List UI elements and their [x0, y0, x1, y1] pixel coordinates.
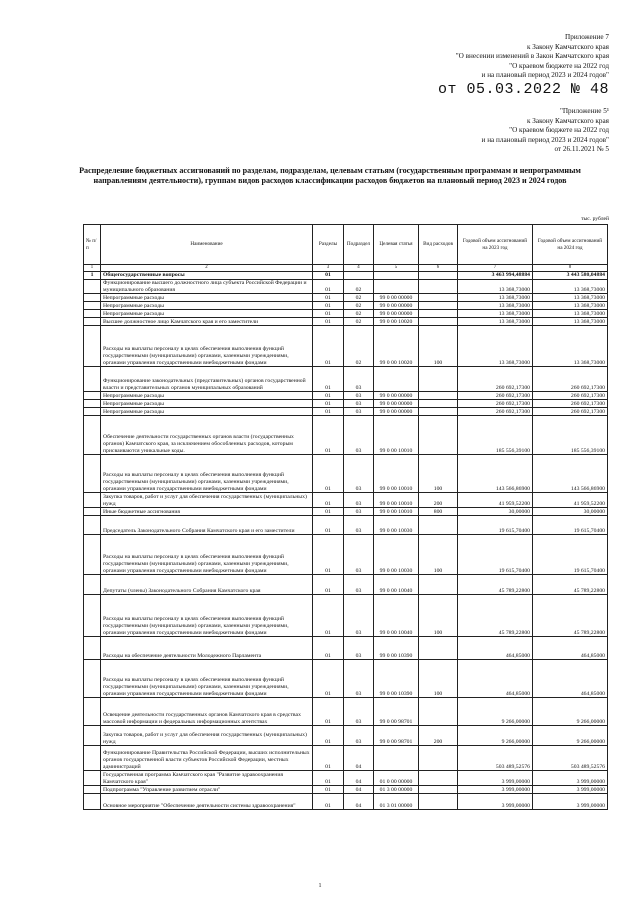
row-podrazdel: 02 [344, 310, 374, 318]
row-number [84, 367, 101, 392]
table-row [84, 302, 608, 310]
row-number [84, 400, 101, 408]
row-number [84, 302, 101, 310]
row-target-article: 01 3 01 00000 [374, 794, 419, 810]
row-amount-2024: 13 368,73000 [533, 280, 608, 294]
row-podrazdel: 03 [344, 637, 374, 660]
row-amount-2023: 185 556,39100 [458, 416, 533, 455]
row-amount-2023: 45 789,22800 [458, 575, 533, 595]
col-number: 2 [101, 265, 313, 272]
row-razdel: 01 [313, 493, 344, 508]
row-name: Функционирование высшего должностного лица субъекта Российской Федерации и муниципального образования [101, 280, 313, 294]
row-razdel: 01 [313, 786, 344, 794]
row-razdel: 01 [313, 392, 344, 400]
row-razdel: 01 [313, 771, 344, 786]
budget-table [83, 224, 608, 810]
row-razdel: 01 [313, 516, 344, 535]
table-row [84, 493, 608, 508]
col-header-podrazdel: Подраздел [344, 225, 374, 265]
row-amount-2024: 260 692,17300 [533, 408, 608, 416]
row-amount-2024: 41 959,52200 [533, 493, 608, 508]
row-amount-2023: 19 615,70400 [458, 516, 533, 535]
row-podrazdel: 03 [344, 392, 374, 400]
row-razdel: 01 [313, 794, 344, 810]
row-amount-2024: 464,85000 [533, 660, 608, 698]
row-expense-type [419, 746, 458, 771]
row-razdel: 01 [313, 508, 344, 516]
row-target-article: 99 0 00 00000 [374, 408, 419, 416]
row-expense-type: 100 [419, 326, 458, 367]
row-target-article: 99 0 00 10390 [374, 660, 419, 698]
row-amount-2023: 3 999,00000 [458, 786, 533, 794]
col-number: 6 [419, 265, 458, 272]
row-number [84, 516, 101, 535]
row-name: Государственная программа Камчатского края "Развитие здравоохранения Камчатского края" [101, 771, 313, 786]
row-name: Функционирование законодательных (представительных) органов государственной власти и представительных органов муниципальных образований [101, 367, 313, 392]
row-target-article: 99 0 00 00000 [374, 302, 419, 310]
row-amount-2023: 13 368,73000 [458, 294, 533, 302]
appendix-header-lines [438, 33, 609, 81]
row-podrazdel: 03 [344, 575, 374, 595]
row-name: Председатель Законодательного Собрания Камчатского края и его заместители [101, 516, 313, 535]
col-header-num: № п/п [84, 225, 101, 265]
row-amount-2024: 3 443 580,04884 [533, 272, 608, 280]
appendix-header [438, 33, 609, 98]
row-target-article: 99 0 00 10040 [374, 575, 419, 595]
row-expense-type: 100 [419, 660, 458, 698]
row-amount-2023: 143 566,86900 [458, 455, 533, 493]
header-line: от 26.11.2021 № 5 [554, 145, 609, 154]
table-header-row [84, 225, 608, 265]
row-amount-2023: 260 692,17300 [458, 392, 533, 400]
row-razdel: 01 [313, 408, 344, 416]
row-amount-2024: 143 566,86900 [533, 455, 608, 493]
row-expense-type: 100 [419, 535, 458, 575]
row-amount-2023: 260 692,17300 [458, 367, 533, 392]
row-target-article: 99 0 00 10020 [374, 318, 419, 326]
row-name: Расходы на выплаты персоналу в целях обеспечения выполнения функций государственными (муниципальными) органами, казенными учреждениями, органами управления государственными внебюджетными фондами [101, 535, 313, 575]
row-amount-2024: 3 999,00000 [533, 771, 608, 786]
row-amount-2023: 464,85000 [458, 660, 533, 698]
row-razdel: 01 [313, 367, 344, 392]
col-header-vr: Вид расходов [419, 225, 458, 265]
row-podrazdel: 03 [344, 455, 374, 493]
row-name: Непрограммные расходы [101, 400, 313, 408]
row-name: Депутаты (члены) Законодательного Собрания Камчатского края [101, 575, 313, 595]
row-name: Расходы на выплаты персоналу в целях обеспечения выполнения функций государственными (муниципальными) органами, казенными учреждениями, органами управления государственными внебюджетными фондами [101, 660, 313, 698]
row-number [84, 595, 101, 637]
row-target-article [374, 272, 419, 280]
row-podrazdel: 02 [344, 280, 374, 294]
row-razdel: 01 [313, 637, 344, 660]
row-expense-type [419, 280, 458, 294]
row-razdel: 01 [313, 294, 344, 302]
table-row [84, 416, 608, 455]
table-row [84, 367, 608, 392]
header-line: и на плановый период 2023 и 2024 годов" [481, 71, 609, 80]
table-row [84, 272, 608, 280]
row-number [84, 660, 101, 698]
row-razdel: 01 [313, 535, 344, 575]
row-razdel: 01 [313, 746, 344, 771]
row-amount-2023: 3 999,00000 [458, 794, 533, 810]
document-title: Распределение бюджетных ассигнований по разделам, подразделам, целевым статьям (государственным программам и непрограммным направлениям деятельности), группам видов расходов классификации расходов бюджетов на плановый период 2023 и 2024 годов [79, 166, 581, 186]
row-expense-type [419, 794, 458, 810]
row-expense-type [419, 637, 458, 660]
row-amount-2024: 19 615,70400 [533, 516, 608, 535]
row-razdel: 01 [313, 318, 344, 326]
table-row [84, 408, 608, 416]
row-amount-2023: 13 368,73000 [458, 326, 533, 367]
table-row [84, 575, 608, 595]
row-razdel: 01 [313, 595, 344, 637]
row-number [84, 575, 101, 595]
table-row [84, 698, 608, 726]
row-target-article [374, 746, 419, 771]
row-target-article: 99 0 00 10030 [374, 516, 419, 535]
row-target-article: 99 0 00 00000 [374, 400, 419, 408]
row-podrazdel [344, 272, 374, 280]
row-amount-2024: 260 692,17300 [533, 367, 608, 392]
units-label: тыс. рублей [581, 216, 609, 222]
header-line: "Приложение 5¹ [559, 107, 609, 115]
row-razdel: 01 [313, 575, 344, 595]
col-header-2024: Годовой объем ассигнований на 2024 год [533, 225, 608, 265]
col-number: 8 [533, 265, 608, 272]
row-expense-type [419, 786, 458, 794]
row-name: Основное мероприятие "Обеспечение деятельности системы здравоохранения" [101, 794, 313, 810]
table-row [84, 746, 608, 771]
row-number [84, 794, 101, 810]
row-podrazdel: 04 [344, 786, 374, 794]
row-podrazdel: 03 [344, 698, 374, 726]
row-podrazdel: 03 [344, 726, 374, 746]
header-line: и на плановый период 2023 и 2024 годов" [481, 135, 609, 144]
row-name: Расходы на обеспечение деятельности Молодежного Парламента [101, 637, 313, 660]
row-expense-type [419, 318, 458, 326]
row-expense-type [419, 698, 458, 726]
row-amount-2023: 260 692,17300 [458, 408, 533, 416]
row-razdel: 01 [313, 400, 344, 408]
row-podrazdel: 02 [344, 302, 374, 310]
col-number: 3 [313, 265, 344, 272]
row-expense-type: 200 [419, 726, 458, 746]
row-number [84, 280, 101, 294]
row-number [84, 726, 101, 746]
row-target-article: 99 0 00 00000 [374, 310, 419, 318]
row-name: Иные бюджетные ассигнования [101, 508, 313, 516]
row-podrazdel: 04 [344, 771, 374, 786]
row-podrazdel: 03 [344, 408, 374, 416]
row-razdel: 01 [313, 272, 344, 280]
row-amount-2024: 3 999,00000 [533, 786, 608, 794]
row-amount-2023: 13 368,73000 [458, 318, 533, 326]
row-expense-type: 800 [419, 508, 458, 516]
row-podrazdel: 04 [344, 794, 374, 810]
row-amount-2023: 30,00000 [458, 508, 533, 516]
row-podrazdel: 03 [344, 416, 374, 455]
row-name: Освещение деятельности государственных органов Камчатского края в средствах массовой информации и федеральных информационных агентствах [101, 698, 313, 726]
table-row [84, 516, 608, 535]
row-number [84, 786, 101, 794]
row-number [84, 392, 101, 400]
row-amount-2024: 260 692,17300 [533, 392, 608, 400]
row-podrazdel: 03 [344, 400, 374, 408]
table-row [84, 508, 608, 516]
row-target-article: 99 0 00 00000 [374, 294, 419, 302]
row-razdel: 01 [313, 726, 344, 746]
row-name: Расходы на выплаты персоналу в целях обеспечения выполнения функций государственными (муниципальными) органами, казенными учреждениями, органами управления государственными внебюджетными фондами [101, 326, 313, 367]
table-row [84, 294, 608, 302]
row-name: Закупка товаров, работ и услуг для обеспечения государственных (муниципальных) нужд [101, 493, 313, 508]
row-amount-2024: 13 368,73000 [533, 302, 608, 310]
row-target-article: 01 3 00 00000 [374, 786, 419, 794]
row-podrazdel: 03 [344, 660, 374, 698]
table-row [84, 794, 608, 810]
row-podrazdel: 03 [344, 493, 374, 508]
row-razdel: 01 [313, 310, 344, 318]
table-row [84, 535, 608, 575]
row-name: Обеспечение деятельности государственных органов власти (государственных органов) Камчатского края, за исключением обособленных расходов, которым присваиваются уникальные коды. [101, 416, 313, 455]
row-target-article: 99 0 00 10010 [374, 508, 419, 516]
row-name: Функционирование Правительства Российской Федерации, высших исполнительных органов государственной власти субъектов Российской Федерации, местных администраций [101, 746, 313, 771]
column-number-row [84, 265, 608, 272]
row-target-article: 99 0 00 00000 [374, 392, 419, 400]
row-number [84, 408, 101, 416]
row-number [84, 318, 101, 326]
row-razdel: 01 [313, 416, 344, 455]
row-expense-type [419, 302, 458, 310]
col-number: 5 [374, 265, 419, 272]
header-line: "О внесении изменений в Закон Камчатского края [455, 52, 609, 61]
row-expense-type [419, 392, 458, 400]
row-expense-type [419, 400, 458, 408]
row-amount-2024: 13 368,73000 [533, 310, 608, 318]
row-razdel: 01 [313, 302, 344, 310]
row-razdel: 01 [313, 326, 344, 367]
row-target-article: 99 0 00 10040 [374, 595, 419, 637]
row-expense-type [419, 771, 458, 786]
col-number: 1 [84, 265, 101, 272]
row-target-article [374, 280, 419, 294]
table-row [84, 771, 608, 786]
row-amount-2023: 3 463 994,48884 [458, 272, 533, 280]
col-number: 7 [458, 265, 533, 272]
row-amount-2023: 503 489,52576 [458, 746, 533, 771]
row-podrazdel: 03 [344, 508, 374, 516]
row-amount-2023: 19 615,70400 [458, 535, 533, 575]
row-number [84, 508, 101, 516]
row-target-article: 01 0 00 00000 [374, 771, 419, 786]
row-podrazdel: 02 [344, 294, 374, 302]
col-number: 4 [344, 265, 374, 272]
row-razdel: 01 [313, 455, 344, 493]
row-name: Непрограммные расходы [101, 294, 313, 302]
row-target-article: 99 0 00 10030 [374, 535, 419, 575]
row-expense-type: 100 [419, 455, 458, 493]
row-amount-2023: 45 789,22800 [458, 595, 533, 637]
row-name: Расходы на выплаты персоналу в целях обеспечения выполнения функций государственными (муниципальными) органами, казенными учреждениями, органами управления государственными внебюджетными фондами [101, 595, 313, 637]
row-amount-2023: 13 368,73000 [458, 310, 533, 318]
table-row [84, 660, 608, 698]
row-name: Общегосударственные вопросы [101, 272, 313, 280]
header-line: к Закону Камчатского края [527, 116, 609, 125]
row-target-article [374, 367, 419, 392]
row-target-article: 99 0 00 10010 [374, 455, 419, 493]
row-expense-type [419, 272, 458, 280]
row-amount-2023: 3 999,00000 [458, 771, 533, 786]
row-name: Непрограммные расходы [101, 408, 313, 416]
col-header-name: Наименование [101, 225, 313, 265]
row-podrazdel: 02 [344, 318, 374, 326]
row-expense-type [419, 408, 458, 416]
row-target-article: 99 0 00 98701 [374, 726, 419, 746]
row-number [84, 698, 101, 726]
row-amount-2024: 13 368,73000 [533, 318, 608, 326]
table-row [84, 280, 608, 294]
row-expense-type [419, 516, 458, 535]
row-number [84, 771, 101, 786]
row-target-article: 99 0 00 98701 [374, 698, 419, 726]
row-podrazdel: 02 [344, 326, 374, 367]
table-row [84, 726, 608, 746]
row-amount-2023: 13 368,73000 [458, 280, 533, 294]
table-row [84, 318, 608, 326]
row-razdel: 01 [313, 280, 344, 294]
col-header-2023: Годовой объем ассигнований на 2023 год [458, 225, 533, 265]
row-target-article: 99 0 00 10020 [374, 326, 419, 367]
header-line: "О краевом бюджете на 2022 год [509, 61, 609, 70]
row-number [84, 416, 101, 455]
row-amount-2024: 464,85000 [533, 637, 608, 660]
table-row [84, 786, 608, 794]
row-expense-type [419, 367, 458, 392]
row-name: Высшее должностное лицо Камчатского края и его заместители [101, 318, 313, 326]
row-amount-2024: 45 789,22800 [533, 595, 608, 637]
row-amount-2023: 464,85000 [458, 637, 533, 660]
row-amount-2023: 260 692,17300 [458, 400, 533, 408]
table-row [84, 310, 608, 318]
row-number [84, 326, 101, 367]
table-row [84, 455, 608, 493]
row-amount-2024: 13 368,73000 [533, 326, 608, 367]
table-row [84, 392, 608, 400]
col-header-razdel: Разделы [313, 225, 344, 265]
row-expense-type: 200 [419, 493, 458, 508]
table-body [84, 272, 608, 810]
row-number [84, 455, 101, 493]
row-expense-type [419, 294, 458, 302]
row-podrazdel: 04 [344, 746, 374, 771]
row-name: Расходы на выплаты персоналу в целях обеспечения выполнения функций государственными (муниципальными) органами, казенными учреждениями, органами управления государственными внебюджетными фондами [101, 455, 313, 493]
row-amount-2023: 9 266,00000 [458, 698, 533, 726]
page-number: 1 [318, 883, 322, 889]
row-amount-2024: 260 692,17300 [533, 400, 608, 408]
original-appendix-header [482, 107, 609, 155]
header-line: к Закону Камчатского края [527, 42, 609, 51]
row-name: Непрограммные расходы [101, 392, 313, 400]
row-expense-type [419, 310, 458, 318]
row-amount-2024: 9 266,00000 [533, 698, 608, 726]
row-name: Закупка товаров, работ и услуг для обеспечения государственных (муниципальных) нужд [101, 726, 313, 746]
row-razdel: 01 [313, 698, 344, 726]
row-number [84, 535, 101, 575]
registration-stamp: от 05.03.2022 № 48 [437, 80, 609, 98]
row-number: 1 [84, 272, 101, 280]
row-number [84, 493, 101, 508]
row-amount-2024: 19 615,70400 [533, 535, 608, 575]
row-name: Непрограммные расходы [101, 302, 313, 310]
row-amount-2024: 45 789,22800 [533, 575, 608, 595]
row-number [84, 746, 101, 771]
table-row [84, 637, 608, 660]
row-podrazdel: 03 [344, 595, 374, 637]
table-row [84, 400, 608, 408]
row-expense-type [419, 416, 458, 455]
row-amount-2024: 30,00000 [533, 508, 608, 516]
row-target-article: 99 0 00 10390 [374, 637, 419, 660]
row-amount-2023: 41 959,52200 [458, 493, 533, 508]
row-razdel: 01 [313, 660, 344, 698]
row-expense-type: 100 [419, 595, 458, 637]
row-amount-2024: 9 266,00000 [533, 726, 608, 746]
row-target-article: 99 0 00 10010 [374, 416, 419, 455]
row-number [84, 310, 101, 318]
row-name: Непрограммные расходы [101, 310, 313, 318]
row-expense-type [419, 575, 458, 595]
row-name: Подпрограмма "Управление развитием отрасли" [101, 786, 313, 794]
row-amount-2024: 185 556,39100 [533, 416, 608, 455]
row-number [84, 637, 101, 660]
row-target-article: 99 0 00 10010 [374, 493, 419, 508]
row-podrazdel: 03 [344, 367, 374, 392]
row-podrazdel: 03 [344, 535, 374, 575]
table-row [84, 595, 608, 637]
col-header-cs: Целевая статья [374, 225, 419, 265]
table-row [84, 326, 608, 367]
header-line: "О краевом бюджете на 2022 год [509, 126, 609, 135]
row-amount-2024: 3 999,00000 [533, 794, 608, 810]
row-podrazdel: 03 [344, 516, 374, 535]
header-line: Приложение 7 [565, 33, 609, 41]
row-number [84, 294, 101, 302]
row-amount-2024: 503 489,52576 [533, 746, 608, 771]
row-amount-2023: 13 368,73000 [458, 302, 533, 310]
row-amount-2023: 9 266,00000 [458, 726, 533, 746]
row-amount-2024: 13 368,73000 [533, 294, 608, 302]
